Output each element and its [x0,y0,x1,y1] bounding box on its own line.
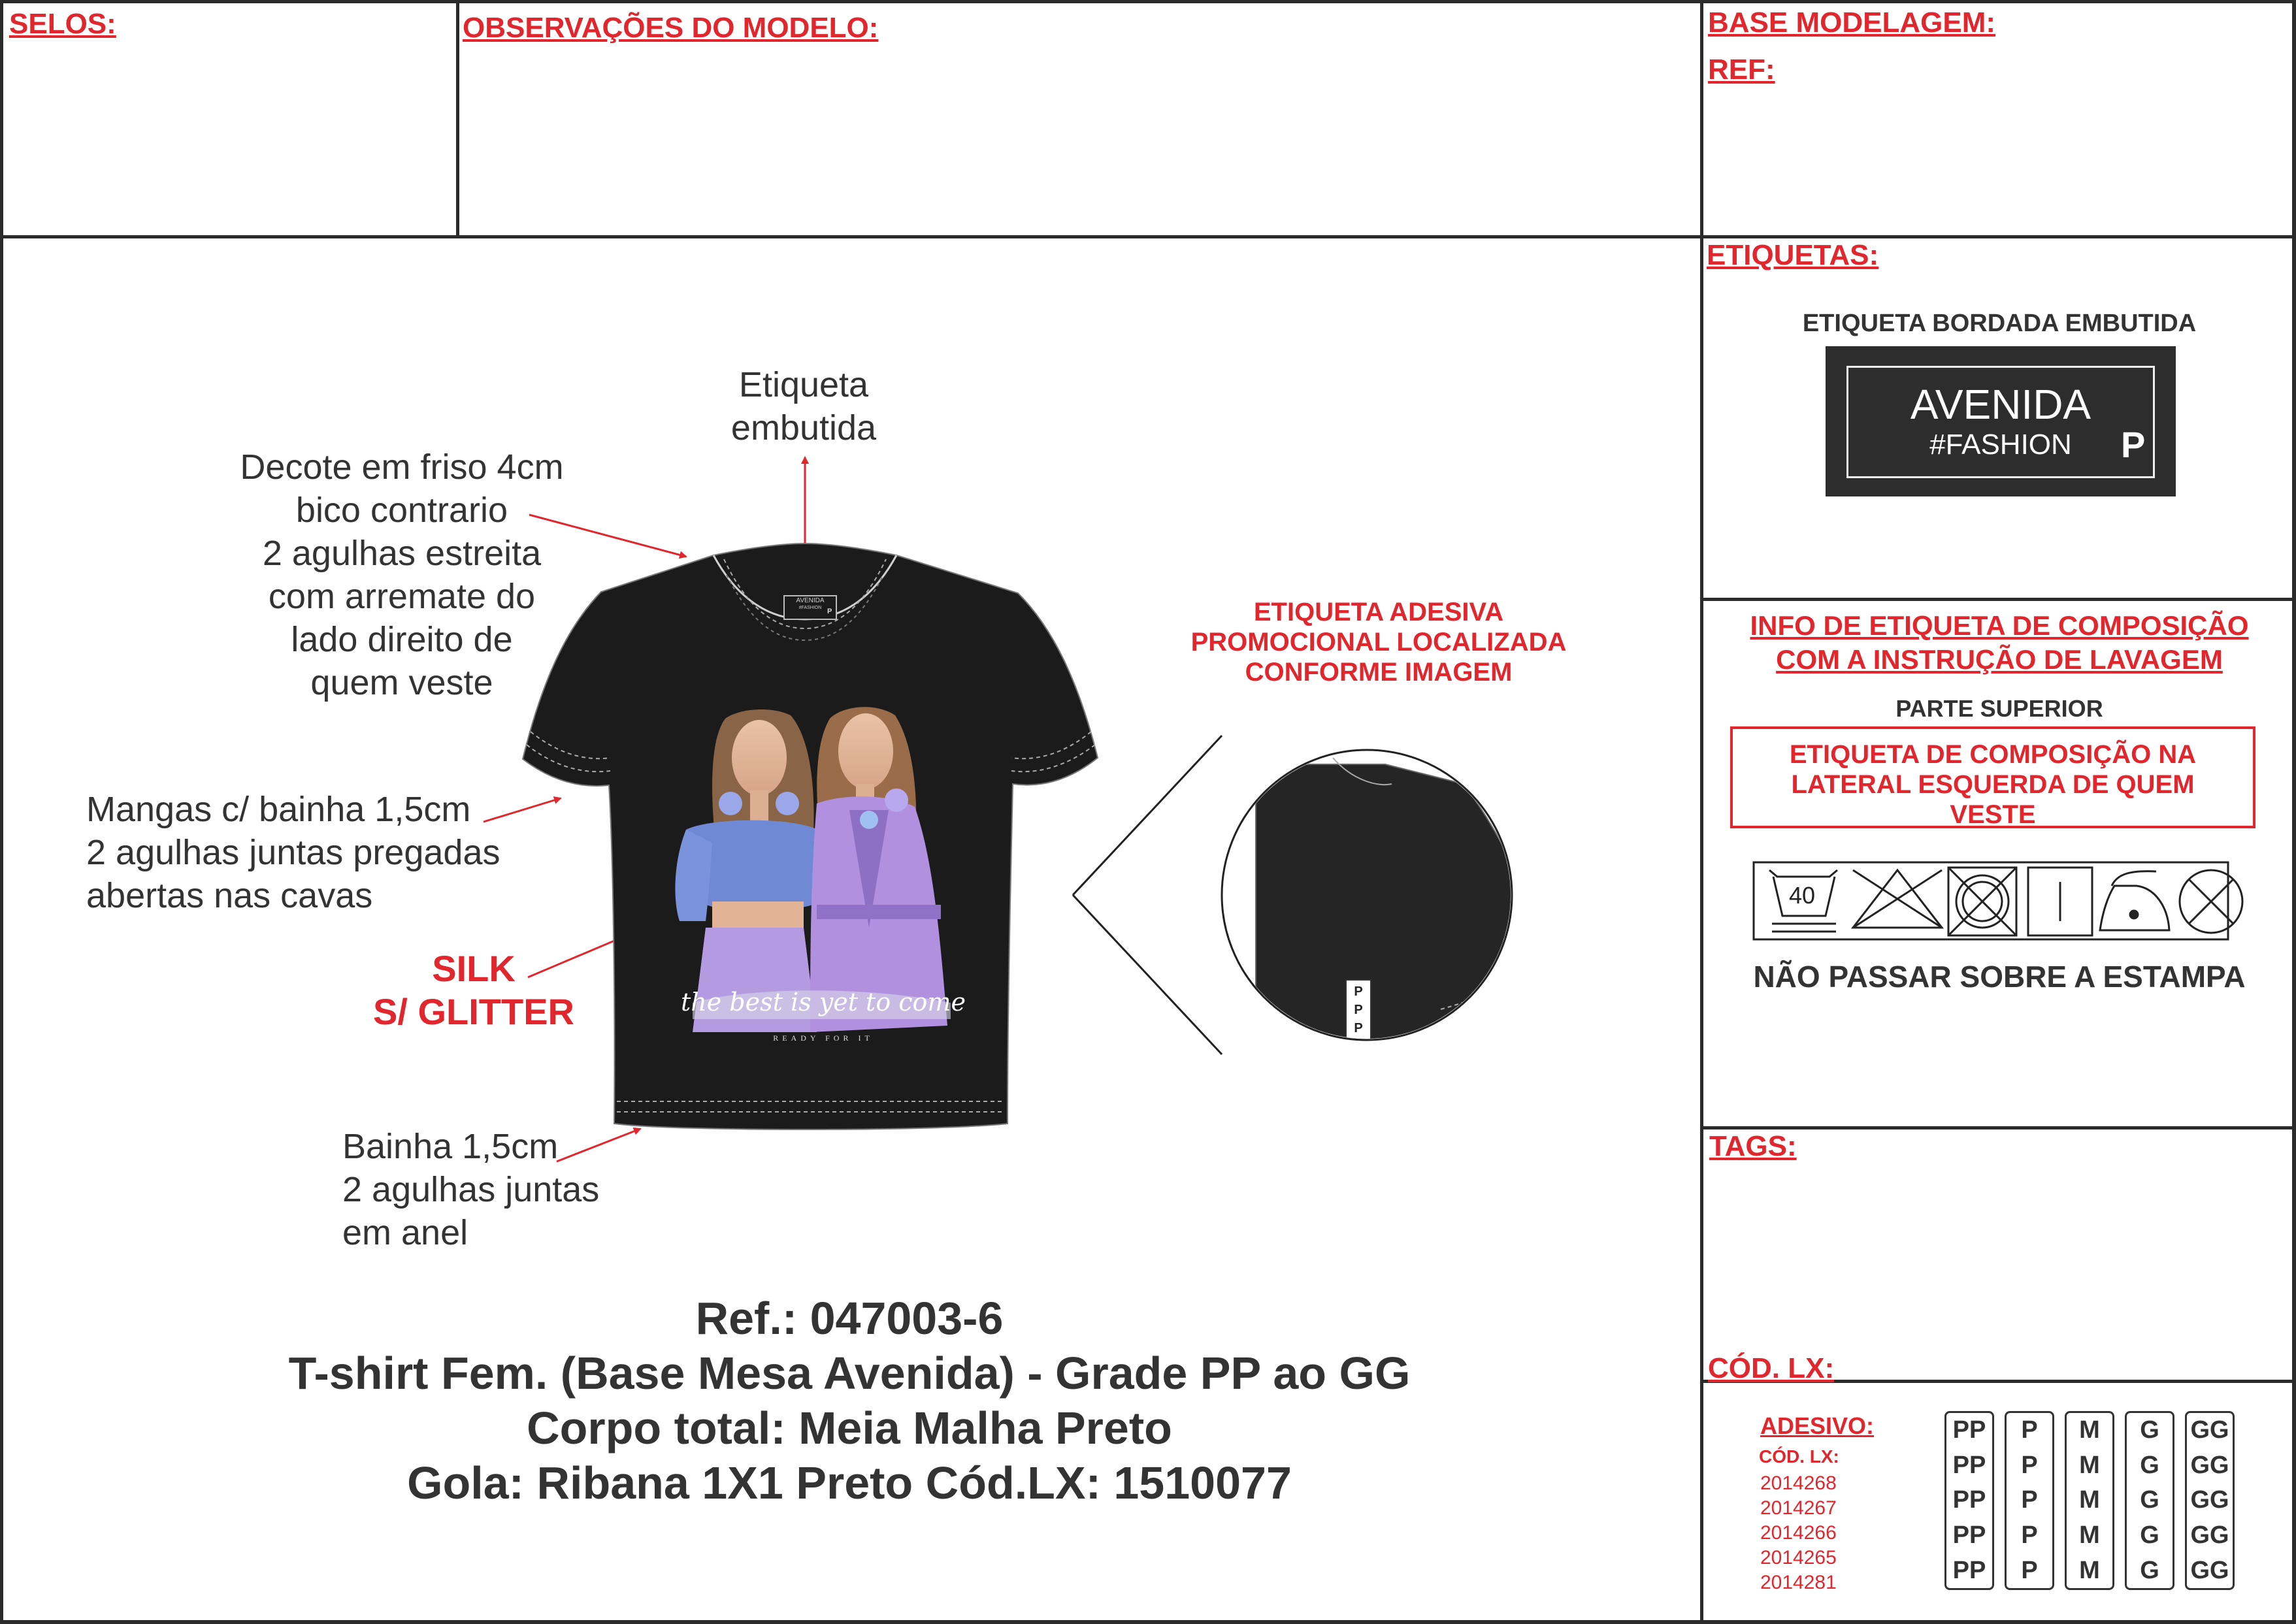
size-cell: M [2079,1416,2100,1444]
mangas-line: Mangas c/ bainha 1,5cm [86,790,471,829]
adesiva-line: ETIQUETA ADESIVA [1253,598,1504,626]
wash-temp-label: 40 [1789,882,1816,909]
product-description [196,1291,1503,1510]
composicao-box-line: LATERAL ESQUERDA DE QUEM [1791,770,2195,799]
decote-arrow [529,515,686,557]
adesivo-title: ADESIVO: [1760,1412,1875,1439]
neck-label-brand: AVENIDA [796,597,825,604]
bainha-arrow [557,1129,640,1161]
etiqueta-note-line2: embutida [730,408,877,447]
composicao-box-line: VESTE [1950,800,2036,829]
sticker-letter: P [1354,1003,1363,1017]
size-cell: M [2079,1451,2100,1479]
silk-line: SILK [432,948,516,989]
size-cell: PP [1952,1486,1986,1514]
bainha-line: 2 agulhas juntas [342,1170,600,1209]
care-icons-box [1754,862,2228,939]
print-tagline: READY FOR IT [773,1033,874,1043]
codlx-heading: CÓD. LX: [1708,1352,1835,1384]
zoom-callout [1073,736,1222,1054]
size-cell: P [2021,1416,2038,1444]
size-cell: PP [1952,1451,1986,1479]
size-cell: GG [2190,1521,2229,1550]
size-cell: M [2079,1556,2100,1584]
mangas-line: 2 agulhas juntas pregadas [86,833,500,872]
size-column-g [2125,1411,2174,1590]
size-cell: GG [2190,1451,2229,1479]
print-script-text: the best is yet to come [681,988,966,1016]
adesivo-codes [1760,1471,1837,1595]
adesiva-line: PROMOCIONAL LOCALIZADA [1190,628,1567,657]
parte-superior: PARTE SUPERIOR [1895,695,2103,722]
sticker-letters [1346,983,1371,1037]
decote-line: 2 agulhas estreita [262,534,542,573]
size-cell: M [2079,1521,2100,1550]
size-column-p [2005,1411,2054,1590]
product-ref: Ref.: 047003-6 [695,1293,1004,1344]
decote-line: quem veste [310,663,493,702]
composicao-title-line1: INFO DE ETIQUETA DE COMPOSIÇÃO [1750,610,2249,641]
size-column-m [2065,1411,2114,1590]
brand-label-size: P [2121,424,2146,465]
silk-line: S/ GLITTER [373,991,574,1032]
product-name: T-shirt Fem. (Base Mesa Avenida) - Grade PP ao GG [288,1348,1411,1399]
size-cell: PP [1952,1556,1986,1584]
etiqueta-note-line1: Etiqueta [738,365,869,404]
decote-line: bico contrario [295,491,508,530]
embutida-caption: ETIQUETA BORDADA EMBUTIDA [1802,310,2197,337]
size-cell: PP [1952,1416,1986,1444]
decote-line: lado direito de [291,620,513,659]
product-corpo: Corpo total: Meia Malha Preto [527,1403,1172,1453]
composicao-box-line: ETIQUETA DE COMPOSIÇÃO NA [1789,740,2197,769]
sticker-letter: P [1354,984,1363,999]
size-cell: G [2140,1451,2159,1479]
size-cell: GG [2190,1556,2229,1584]
mangas-line: abertas nas cavas [86,876,373,915]
bainha-line: em anel [342,1213,468,1252]
adesivo-code: 2014265 [1760,1547,1837,1568]
size-cell: P [2021,1486,2038,1514]
adesivo-sub: CÓD. LX: [1759,1446,1839,1467]
adesivo-code: 2014267 [1760,1497,1837,1519]
adesiva-line: CONFORME IMAGEM [1245,658,1513,687]
etiquetas-heading: ETIQUETAS: [1707,239,1879,271]
brand-label-sub: #FASHION [1929,429,2072,461]
size-cell: G [2140,1486,2159,1514]
size-cell: G [2140,1521,2159,1550]
size-column-gg [2185,1411,2235,1590]
size-cell: G [2140,1556,2159,1584]
size-cell: P [2021,1556,2038,1584]
size-cell: M [2079,1486,2100,1514]
adesivo-code: 2014268 [1760,1472,1837,1494]
sticker-letter: P [1354,1021,1363,1035]
mangas-arrow [484,798,561,822]
adesivo-code: 2014281 [1760,1572,1837,1593]
composicao-title-line2: COM A INSTRUÇÃO DE LAVAGEM [1776,644,2223,675]
zoom-shirt-detail [1256,758,1542,1045]
size-cell: P [2021,1451,2038,1479]
composicao-box [1730,726,2255,828]
product-gola: Gola: Ribana 1X1 Preto Cód.LX: 1510077 [407,1457,1292,1508]
base-modelagem-heading: BASE MODELAGEM: [1708,7,1995,39]
ref-heading: REF: [1708,54,1775,86]
neck-label-size: P [827,608,832,615]
size-cell: GG [2190,1416,2229,1444]
size-cell: PP [1952,1521,1986,1550]
decote-line: com arremate do [268,577,536,616]
size-cell: P [2021,1521,2038,1550]
brand-label [1826,346,2176,496]
brand-label-name: AVENIDA [1910,381,2091,428]
size-cell: GG [2190,1486,2229,1514]
decote-line: Decote em friso 4cm [240,447,564,487]
selos-heading: SELOS: [9,8,116,40]
tags-heading: TAGS: [1709,1130,1797,1162]
care-warning: NÃO PASSAR SOBRE A ESTAMPA [1753,960,2246,994]
adesivo-code: 2014266 [1760,1522,1837,1544]
composicao-title [1705,609,2293,677]
size-column-pp [1944,1411,1994,1590]
observacoes-heading: OBSERVAÇÕES DO MODELO: [463,12,879,44]
size-cell: G [2140,1416,2159,1444]
neck-label-sub: #FASHION [798,606,822,610]
bainha-line: Bainha 1,5cm [342,1127,559,1166]
